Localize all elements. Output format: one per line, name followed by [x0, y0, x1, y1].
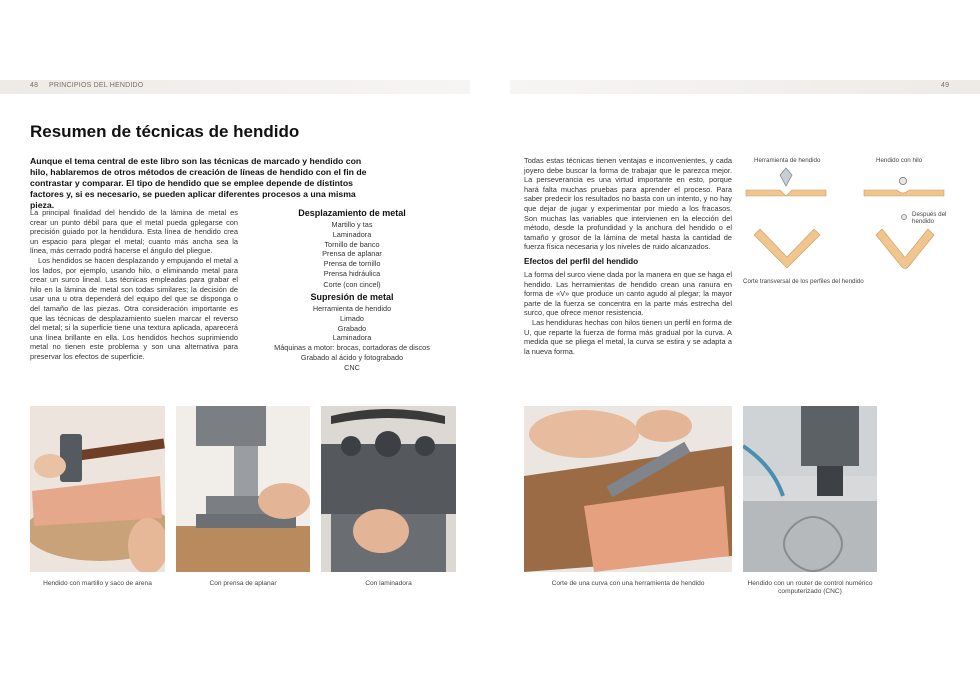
caption-photo4: Corte de una curva con una herramienta de hendido [551, 580, 705, 587]
list-item: Martillo y tas [331, 220, 373, 229]
caption-photo2: Con prensa de aplanar [209, 580, 277, 587]
body-right-p3: Las hendiduras hechas con hilos tienen un perfil en forma de U, que reparte la fuerza de forma más gradual por la curva. A medida que se pliega el metal, la curva se estira y se adapta a la nueva forma. [524, 317, 732, 356]
diagram-caption: Corte transversal de los perfiles del hendido [743, 278, 864, 285]
right-page-number: 49 [941, 82, 950, 89]
profile-subheading: Efectos del perfil del hendido [524, 257, 639, 266]
hammer-sandbag-illustration [30, 406, 165, 572]
photo-flat-press [176, 406, 310, 572]
photo-hammer-sandbag [30, 406, 165, 572]
caption-photo1: Hendido con martillo y saco de arena [43, 580, 152, 587]
list-displacement [262, 208, 442, 290]
photo-rolling-mill [321, 406, 456, 572]
body-left-p1: La principal finalidad del hendido de la lámina de metal es crear un punto débil para que el metal pueda gplegarse con precisión guiado por la hendidura. Esta línea de hendido crea un espacio para plegar el metal; cuanto más ancha sea la línea, más cerrado podrá hacerse el ángulo del pliegue. [30, 208, 238, 256]
list-item: Prensa de tornillo [323, 259, 381, 269]
photo-cnc-router [743, 406, 877, 572]
body-right-p2: La forma del surco viene dada por la manera en que se haga el hendido. Las herramientas de hendido crean una ranura en forma de «V» que produce un canto agudo al plegar; la mayor parte de la fuerza se concentra en la parte más estrecha del surco, que ofrece menor resistencia. [524, 270, 732, 318]
body-left-p2: Los hendidos se hacen desplazando y empujando el metal a los lados, por ejemplo, usando hilo, o eliminando metal para crear un surco lineal. Las técnicas empleadas para grabar el hilo en la lámina de metal son todas similares; la decisión de usar una u otra dependerá del equipo del que se disponga o del tamaño de las piezas. Otra consideración importante es que las técnicas de desplazamiento suelen marcar el reverso del metal; si la superficie tiene una textura aplicada, aparecerá una línea brillante en ella. Los hendidos hechos suprimiendo metal no tienen este problema y son una alternativa para preservar los efectos de superficie. [30, 255, 238, 361]
scoring-tool-illustration [524, 406, 732, 572]
body-right-p1: Todas estas técnicas tienen ventajas e inconvenientes, y cada joyero debe buscar la forma de trabajar que le parezca mejor. La perseverancia es una virtud importante en esto, porque hará falta muchas pruebas para aprender el proceso. Para saber predecir los resultados no basta con un intento, y no hay que dejar de jugar y experimentar por miedo a los fracasos. Son muchas las variables que intervienen en la elección del método, desde la profundidad y la anchura del hendido o el tamaño y grosor de la lámina de metal hasta la cantidad de fuerza física necesaria y los niveles de ruido alcanzados. [524, 156, 732, 252]
list-item: Laminadora [332, 333, 372, 343]
list-item: Limado [340, 313, 364, 323]
list-item: Tornillo de banco [324, 239, 380, 249]
photo-scoring-tool [524, 406, 732, 572]
list-item: Grabado [337, 323, 367, 333]
folded-v-profile [754, 229, 820, 268]
list-suppression [262, 292, 442, 373]
folded-u-profile [876, 229, 934, 269]
list-item: Prensa hidráulica [323, 268, 381, 278]
list-item: Grabado al ácido y fotograbado [300, 352, 404, 362]
cnc-router-illustration [743, 406, 877, 572]
list-suppression-heading: Supresión de metal [310, 292, 394, 302]
body-left [30, 208, 238, 362]
list-item: Herramienta de hendido [312, 304, 392, 313]
page-title: Resumen de técnicas de hendido [30, 122, 300, 141]
caption-photo5: Hendido con un router de control numérico computerizado (CNC) [747, 580, 873, 595]
list-item: CNC [344, 362, 360, 372]
list-item: Laminadora [332, 229, 372, 239]
u-groove-strip [864, 177, 944, 196]
lead-paragraph: Aunque el tema central de este libro son las técnicas de marcado y hendido con hilo, hablaremos de otros métodos de creación de líneas de hendido con el fin de contrastar y comparar. El tipo de hendido que se emplee depende de distintos factores y, si es necesario, se pueden aplicar diferentes procesos a una misma pieza. [30, 156, 367, 210]
body-right-p2-wrap [524, 270, 732, 356]
profile-diagram [740, 165, 960, 275]
diagram-label-wire: Hendido con hilo [876, 157, 923, 164]
list-item: Máquinas a motor: brocas, cortadoras de discos [274, 343, 430, 353]
flat-press-illustration [176, 406, 310, 572]
diagram-label-tool: Herramienta de hendido [754, 157, 821, 164]
left-running-head: PRINCIPIOS DEL HENDIDO [49, 82, 144, 89]
v-groove-strip [746, 168, 826, 196]
list-item: Corte (con cincel) [323, 279, 381, 289]
header-band-right [510, 80, 980, 94]
list-item: Prensa de aplanar [322, 249, 382, 259]
wire-marker-icon [901, 214, 906, 219]
caption-photo3: Con laminadora [365, 580, 412, 587]
list-displacement-heading: Desplazamiento de metal [298, 208, 406, 218]
rolling-mill-illustration [321, 406, 456, 572]
left-page-number: 48 [30, 82, 39, 89]
diagram-label-after: Después del hendido [912, 211, 947, 226]
